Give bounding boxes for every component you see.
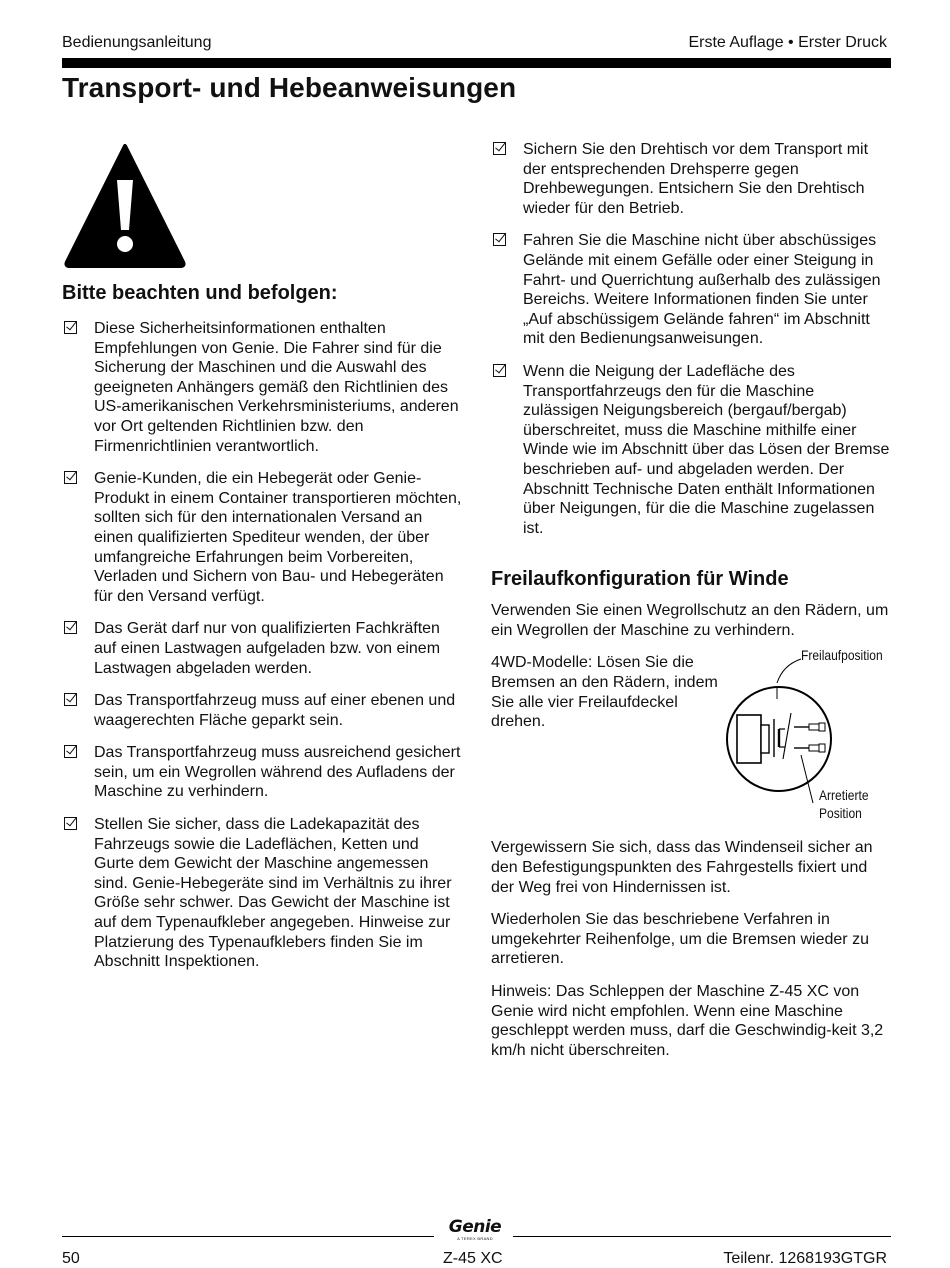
checkbox-icon (64, 817, 77, 830)
winch-4wd-text: 4WD-Modelle: Lösen Sie die Bremsen an den Rädern, indem Sie alle vier Freilaufdeckel drehen. (491, 654, 718, 731)
paragraph-towing-note: Hinweis: Das Schleppen der Maschine Z-45 XC von Genie wird nicht empfohlen. Wenn eine Maschine geschleppt werden muss, darf die Geschwindig-keit 3,2 km/h nicht überschreiten. (491, 983, 884, 1059)
list-item: Das Transportfahrzeug muss ausreichend gesichert sein, um ein Wegrollen während des Aufladens der Maschine zu verhindern. (62, 743, 462, 802)
list-item: Wenn die Neigung der Ladefläche des Transportfahrzeugs den für die Maschine zulässigen Neigungsbereich (bergauf/bergab) überschreitet, muss die Maschine mithilfe einer Winde wie im Abschnitt über das Lösen der Bremse beschrieben auf- und abgeladen werden. Der Abschnitt Technische Daten enthält Informationen über Neigungen, für die die Maschine zugelassen ist. (491, 362, 891, 538)
header-edition: Erste Auflage • Erster Druck (688, 34, 887, 51)
left-column (62, 140, 462, 985)
checkbox-icon (493, 142, 506, 155)
winch-intro: Verwenden Sie einen Wegrollschutz an den Rädern, um ein Wegrollen der Maschine zu verhindern. (491, 602, 889, 639)
paragraph-repeat: Wiederholen Sie das beschriebene Verfahren in umgekehrter Reihenfolge, um die Bremsen wieder zu arretieren. (491, 911, 869, 968)
paragraph-winch-cable: Vergewissern Sie sich, dass das Windenseil sicher an den Befestigungspunkten des Fahrgestells fixiert und der Weg frei von Hindernissen ist. (491, 839, 873, 896)
list-item: Das Gerät darf nur von qualifizierten Fachkräften auf einen Lastwagen aufgeladen bzw. von einem Lastwagen abgeladen werden. (62, 619, 462, 678)
checkbox-icon (64, 621, 77, 634)
model-name: Z-45 XC (443, 1250, 503, 1267)
list-item: Stellen Sie sicher, dass die Ladekapazität des Fahrzeugs sowie die Ladeflächen, Ketten und Gurte dem Gewicht der Maschine angemessen sind. Genie-Hebegeräte sind im Verhältnis zu ihrer Größe sehr schwer. Das Gewicht der Maschine ist auf dem Typenaufkleber angegeben. Hinweise zur Platzierung des Typenaufklebers finden Sie im Abschnitt Inspektionen. (62, 815, 462, 972)
winch-instructions (491, 647, 891, 838)
page-number: 50 (62, 1250, 80, 1267)
header-manual-title: Bedienungsanleitung (62, 34, 212, 51)
list-item: Fahren Sie die Maschine nicht über abschüssiges Gelände mit einem Gefälle oder einer Steigung in Fahrt- und Querrichtung außerhalb des zulässigen Bereichs. Weitere Informationen finden Sie unter „Auf abschüssigem Gelände fahren“ im Abschnitt mit den Bedienungsanweisungen. (491, 231, 891, 349)
genie-logo: Genie A TEREX BRAND (448, 1217, 502, 1241)
list-item: Genie-Kunden, die ein Hebegerät oder Genie-Produkt in einem Container transportieren möchten, sollten sich für den internationalen Versand an einen qualifizierten Spediteur wenden, der über umfangreiche Erfahrungen beim Vorbereiten, Verladen und Sichern von Bau- und Hebegeräten für den Versand verfügt. (62, 469, 462, 606)
page-title: Transport- und Hebeanweisungen (62, 72, 517, 103)
header-rule (62, 58, 891, 68)
list-item: Das Transportfahrzeug muss auf einer ebenen und waagerechten Fläche geparkt sein. (62, 691, 462, 730)
checkbox-icon (64, 693, 77, 706)
list-item: Diese Sicherheitsinformationen enthalten Empfehlungen von Genie. Die Fahrer sind für die Sicherung der Maschinen und die Auswahl des geeigneten Anhängers gemäß den Richtlinien des US-amerikanischen Verkehrsministeriums, anderen vor Ort geltenden Richtlinien bzw. den Firmenrichtlinien verantwortlich. (62, 319, 462, 456)
section-title-winch: Freilaufkonfiguration für Winde (491, 568, 789, 591)
checkbox-icon (64, 321, 77, 334)
list-item: Sichern Sie den Drehtisch vor dem Transport mit der entsprechenden Drehsperre gegen Drehbewegungen. Entsichern Sie den Drehtisch wieder für den Betrieb. (491, 140, 891, 218)
checkbox-icon (493, 233, 506, 246)
notice-subtitle: Bitte beachten und befolgen: (62, 282, 338, 304)
footer-rule-right (513, 1236, 891, 1237)
checkbox-icon (64, 745, 77, 758)
checkbox-icon (493, 364, 506, 377)
footer-rule-left (62, 1236, 434, 1237)
locked-position-label: Arretierte Position (819, 787, 869, 822)
freewheel-position-label: Freilaufposition (801, 647, 883, 664)
left-checklist (62, 319, 462, 972)
part-number: Teilenr. 1268193GTGR (723, 1250, 887, 1267)
right-checklist (491, 140, 891, 538)
checkbox-icon (64, 471, 77, 484)
right-column (491, 140, 891, 1073)
warning-icon (63, 140, 187, 268)
